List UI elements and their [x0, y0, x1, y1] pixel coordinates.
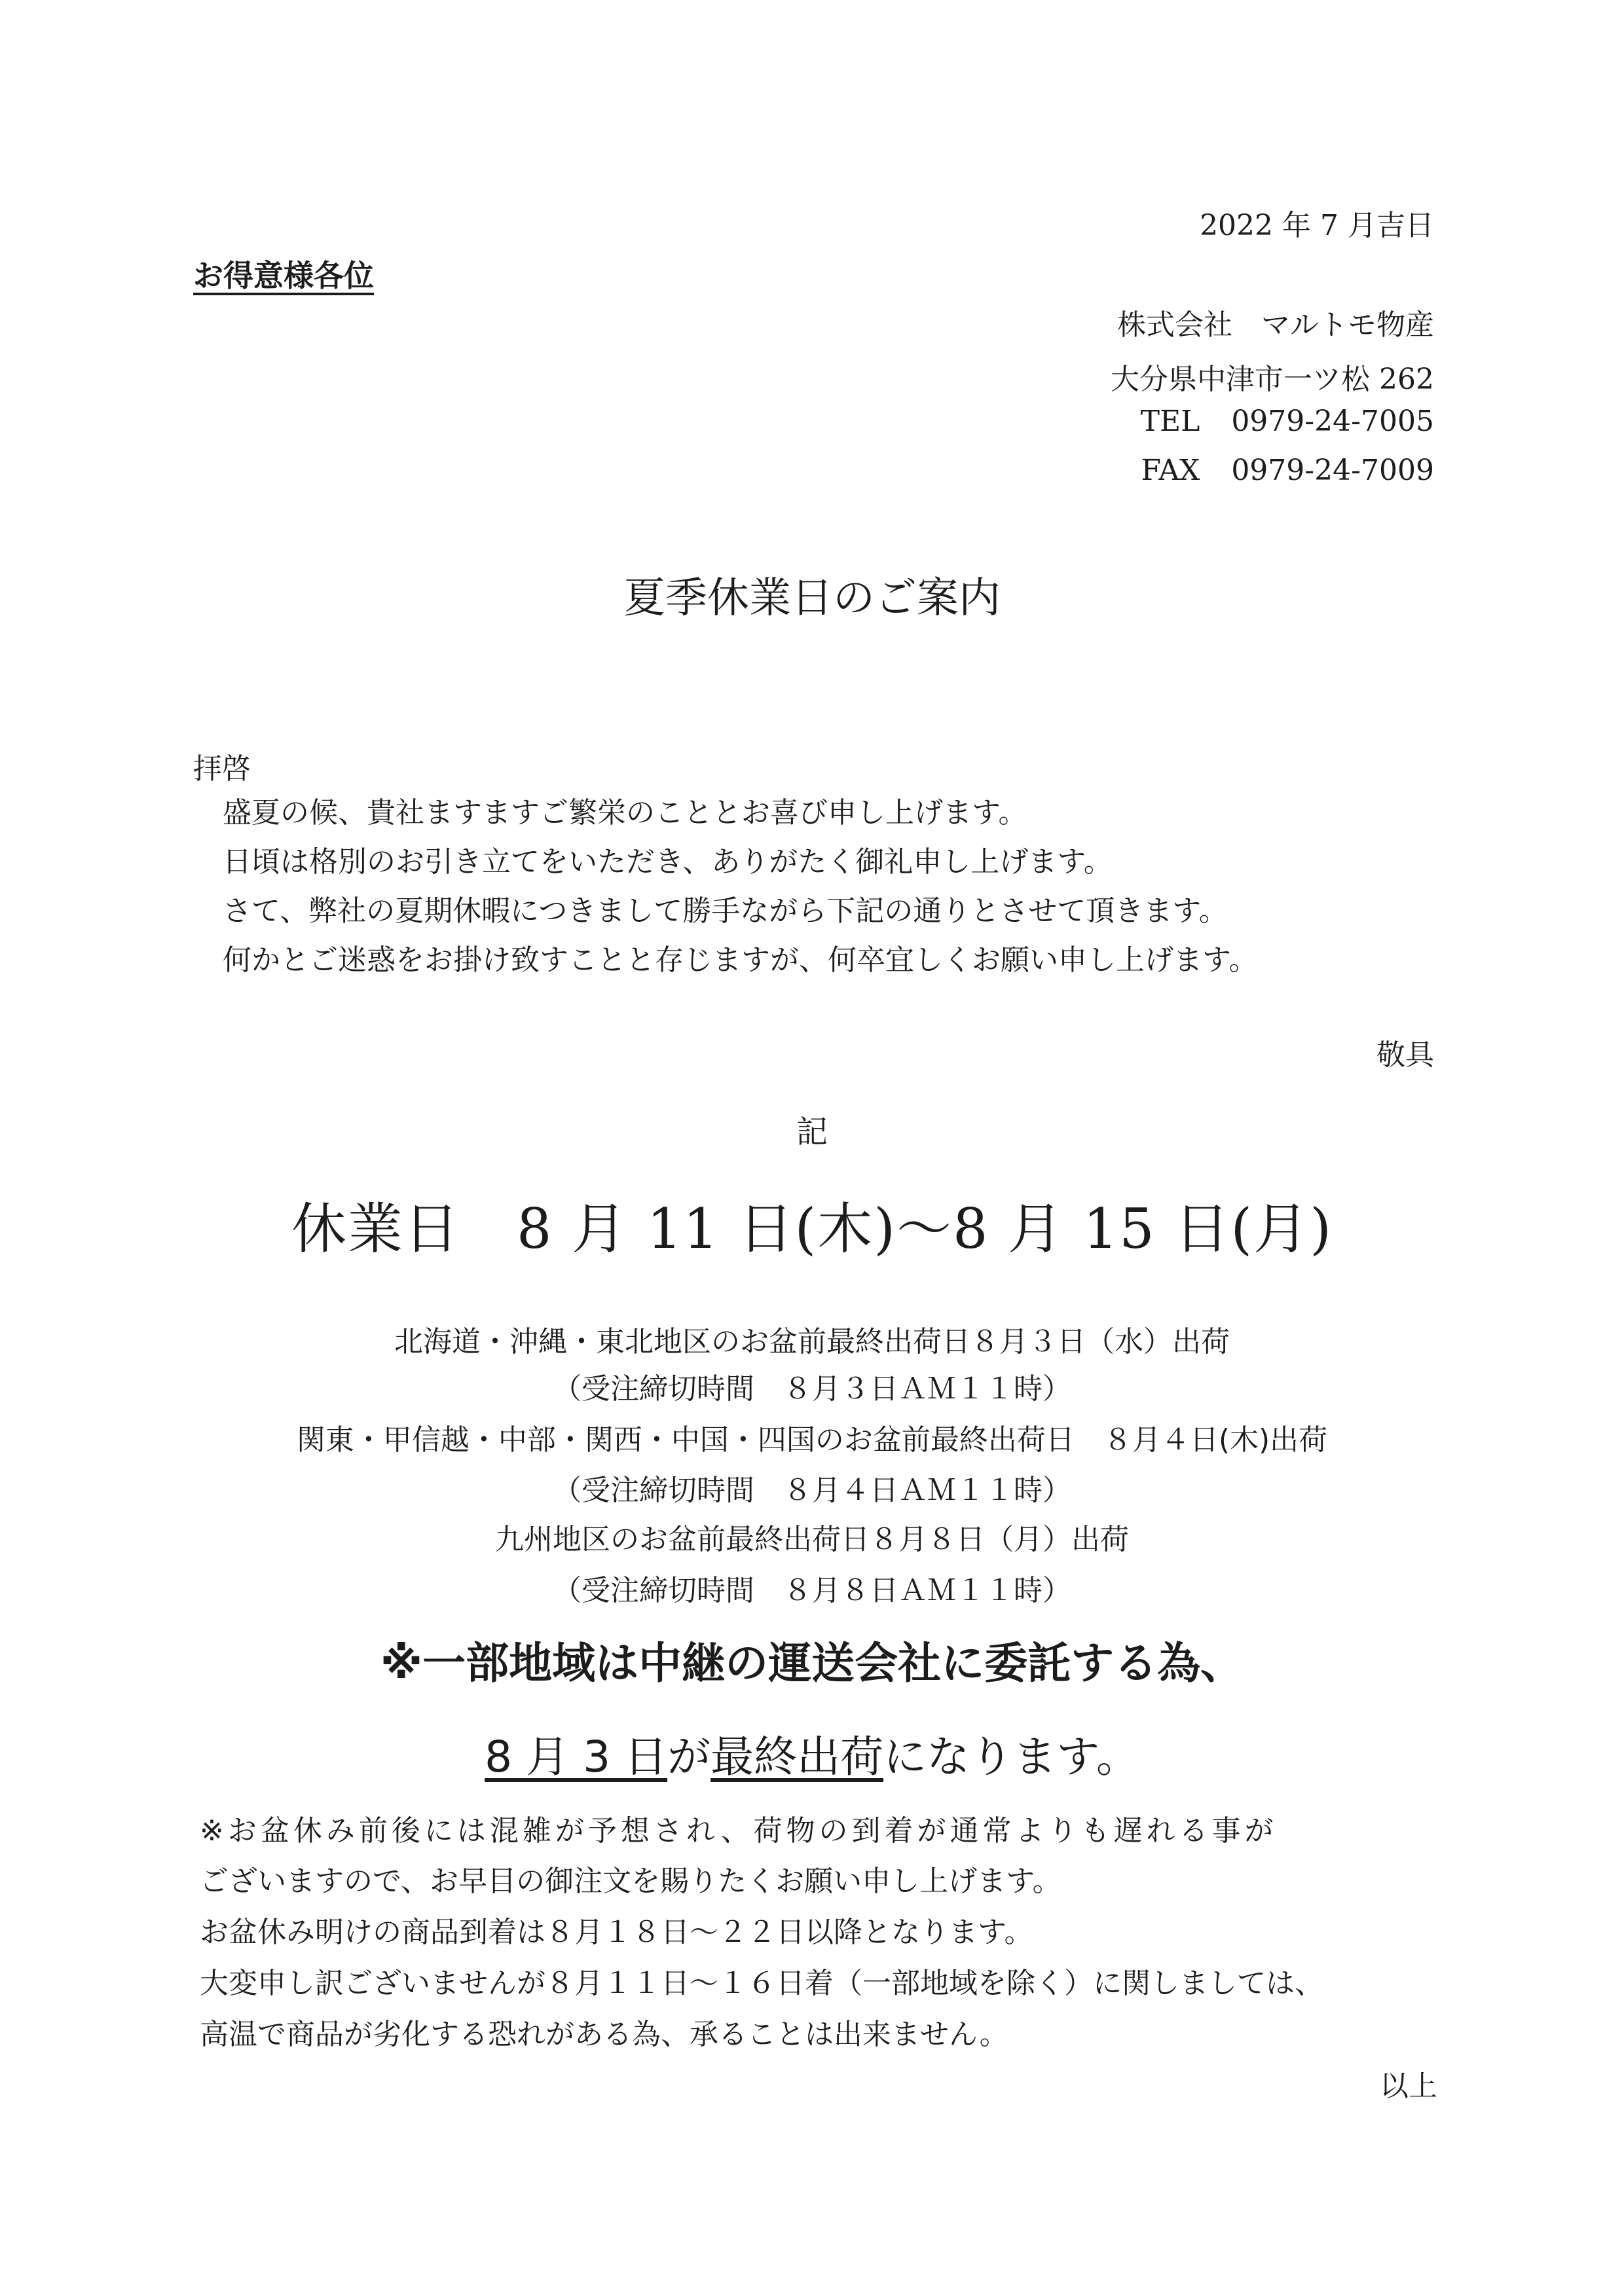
holiday-period: 休業日 8 月 11 日(木)〜8 月 15 日(月)	[291, 1197, 1333, 1261]
sender-tel	[1141, 405, 1434, 438]
closing: 以上	[1380, 2069, 1437, 2103]
shipping-cutoff: （受注締切時間 ８月３日ＡＭ１１時）	[553, 1372, 1071, 1406]
notice-date: 8 月 3 日	[485, 1732, 668, 1782]
notice-ending: になります。	[883, 1732, 1139, 1782]
body-paragraph: 盛夏の候、貴社ますますご繁栄のこととお喜び申し上げます。	[223, 796, 1027, 829]
notice-line-2	[0, 1722, 1624, 1784]
tel-label: TEL	[1140, 405, 1200, 438]
sender-fax	[1141, 454, 1435, 487]
greeting-open: 拝啓	[193, 752, 251, 786]
fax-label: FAX	[1141, 454, 1200, 487]
recipient: お得意様各位	[193, 258, 374, 293]
shipping-cutoff: （受注締切時間 ８月８日ＡＭ１１時）	[553, 1574, 1071, 1607]
note-line: 大変申し訳ございませんが８月１１日〜１６日着（一部地域を除く）に関しましては、	[200, 1967, 1323, 2000]
shipping-line: 関東・甲信越・中部・関西・中国・四国のお盆前最終出荷日 ８月４日(木)出荷	[296, 1423, 1328, 1457]
tel-number: 0979-24-7005	[1231, 405, 1434, 438]
sender-company: 株式会社 マルトモ物産	[1117, 308, 1434, 342]
ki-heading: 記	[796, 1114, 828, 1150]
note-line: 高温で商品が劣化する恐れがある為、承ることは出来ません。	[200, 2018, 1008, 2051]
body-paragraph: 日頃は格別のお引き立てをいただき、ありがたく御礼申し上げます。	[223, 845, 1113, 879]
document-title: 夏季休業日のご案内	[623, 574, 1001, 623]
body-paragraph: さて、弊社の夏期休暇につきまして勝手ながら下記の通りとさせて頂きます。	[223, 894, 1228, 928]
notice-particle: が	[667, 1732, 711, 1782]
fax-number: 0979-24-7009	[1231, 454, 1434, 487]
shipping-cutoff: （受注締切時間 ８月４日ＡＭ１１時）	[553, 1474, 1071, 1507]
sender-address: 大分県中津市一ツ松 262	[1111, 363, 1434, 396]
note-line: ※お盆休み前後には混雑が予想され、荷物の到着が通常よりも遅れる事が	[200, 1814, 1278, 1848]
note-line: お盆休み明けの商品到着は８月１８日〜２２日以降となります。	[200, 1916, 1033, 1949]
notice-line-1: ※一部地域は中継の運送会社に委託する為、	[380, 1638, 1244, 1688]
note-line: ございますので、お早目の御注文を賜りたくお願い申し上げます。	[200, 1865, 1061, 1898]
greeting-close: 敬具	[1376, 1038, 1434, 1072]
body-paragraph: 何かとご迷惑をお掛け致すことと存じますが、何卒宜しくお願い申し上げます。	[223, 943, 1258, 977]
notice-last-shipment: 最終出荷	[710, 1732, 884, 1782]
document-date: 2022 年 7 月吉日	[1200, 209, 1434, 242]
shipping-line: 北海道・沖縄・東北地区のお盆前最終出荷日８月３日（水）出荷	[394, 1325, 1230, 1358]
shipping-line: 九州地区のお盆前最終出荷日８月８日（月）出荷	[495, 1523, 1129, 1556]
